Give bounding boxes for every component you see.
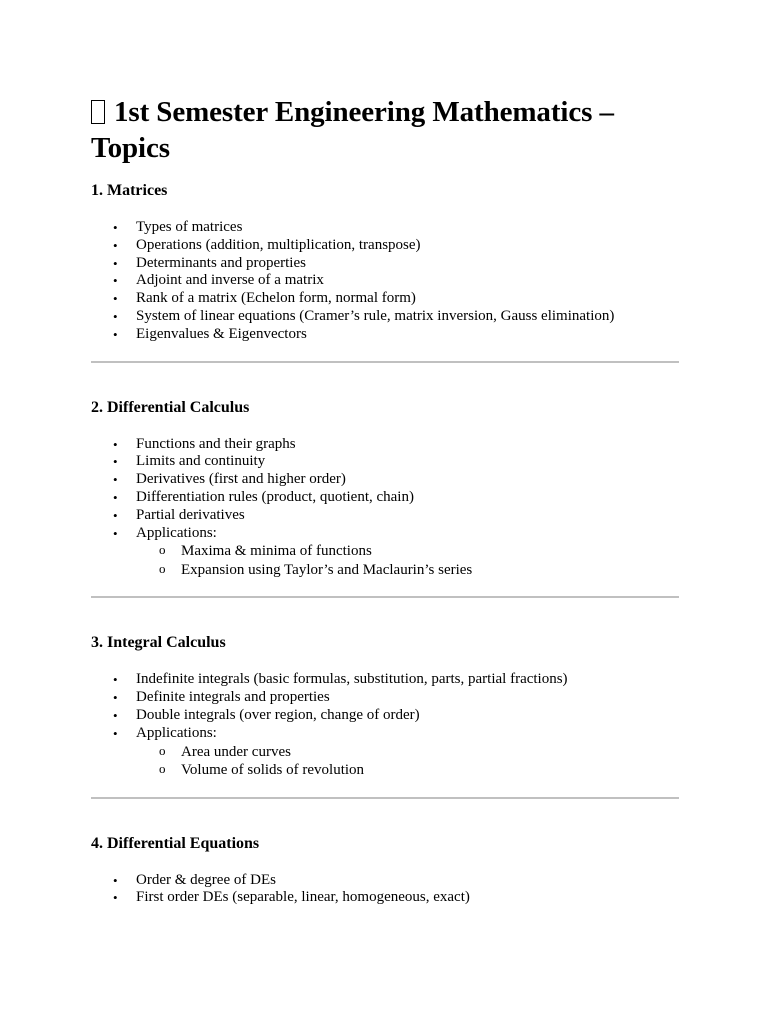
bullet-icon: • [113, 436, 118, 452]
page-title-text: 1st Semester Engineering Mathematics – Topics [91, 96, 614, 164]
list-item: • Differentiation rules (product, quotient, chain) [113, 488, 414, 505]
list-item: • Double integrals (over region, change of order) [113, 706, 420, 723]
bullet-icon: • [113, 237, 118, 253]
list-item: • Determinants and properties [113, 254, 306, 271]
section-heading-differential-calculus: 2. Differential Calculus [91, 398, 250, 416]
section-heading-differential-equations: 4. Differential Equations [91, 834, 260, 852]
missing-glyph-icon [91, 100, 105, 124]
bullet-icon: • [113, 525, 118, 541]
bullet-icon: • [113, 308, 118, 324]
list-item: • Limits and continuity [113, 453, 266, 470]
sub-list-item: o Expansion using Taylor’s and Maclaurin’s series [159, 560, 473, 578]
sub-list-item: o Maxima & minima of functions [159, 542, 372, 560]
section-divider [91, 797, 679, 799]
list-item: • System of linear equations (Cramer’s rule, matrix inversion, Gauss elimination) [113, 307, 615, 324]
sub-list-item: o Volume of solids of revolution [159, 761, 365, 779]
integral-calculus-topic-list [91, 671, 679, 779]
list-item: • Eigenvalues & Eigenvectors [113, 325, 307, 342]
bullet-icon: • [113, 507, 118, 523]
list-item: • Functions and their graphs [113, 435, 296, 452]
list-item: • Definite integrals and properties [113, 689, 330, 706]
bullet-icon: • [113, 707, 118, 723]
bullet-icon: • [113, 489, 118, 505]
sub-bullet-icon: o [159, 560, 166, 576]
differential-equations-topic-list [91, 872, 679, 908]
bullet-icon: • [113, 890, 118, 906]
bullet-icon: • [113, 672, 118, 688]
bullet-icon: • [113, 255, 118, 271]
list-item: • Operations (addition, multiplication, transpose) [113, 236, 421, 253]
list-item: • Applications: o Maxima & minima of functions o Expansion using Taylor’s and Maclaurin’s series [91, 525, 679, 580]
applications-sublist [136, 542, 679, 579]
sub-bullet-icon: o [159, 761, 166, 777]
page-title [91, 94, 679, 166]
list-item: • Order & degree of DEs [113, 871, 276, 888]
matrices-topic-list [91, 219, 679, 344]
section-heading-integral-calculus: 3. Integral Calculus [91, 634, 226, 652]
list-item: • Applications: o Area under curves o Volume of solids of revolution [91, 725, 679, 780]
section-heading-matrices: 1. Matrices [91, 182, 168, 199]
bullet-icon: • [113, 872, 118, 888]
list-item: • First order DEs (separable, linear, homogeneous, exact) [113, 889, 470, 906]
section-divider [91, 361, 679, 363]
applications-sublist [136, 743, 679, 780]
bullet-icon: • [113, 690, 118, 706]
document-page [91, 94, 679, 907]
bullet-icon: • [113, 273, 118, 289]
list-item: • Indefinite integrals (basic formulas, substitution, parts, partial fractions) [113, 671, 568, 688]
bullet-icon: • [113, 291, 118, 307]
bullet-icon: • [113, 220, 118, 235]
bullet-icon: • [113, 725, 118, 741]
differential-calculus-topic-list [91, 436, 679, 580]
list-item: • Rank of a matrix (Echelon form, normal form) [113, 290, 416, 307]
sub-list-item: o Area under curves [159, 742, 291, 760]
bullet-icon: • [113, 472, 118, 488]
bullet-icon: • [113, 454, 118, 470]
sub-bullet-icon: o [159, 742, 166, 758]
list-item: • Derivatives (first and higher order) [113, 471, 346, 488]
list-item: • Adjoint and inverse of a matrix [113, 272, 324, 289]
bullet-icon: • [113, 326, 118, 342]
sub-bullet-icon: o [159, 542, 166, 558]
section-divider [91, 596, 679, 598]
list-item: • Types of matrices [113, 219, 243, 235]
list-item: • Partial derivatives [113, 506, 245, 523]
